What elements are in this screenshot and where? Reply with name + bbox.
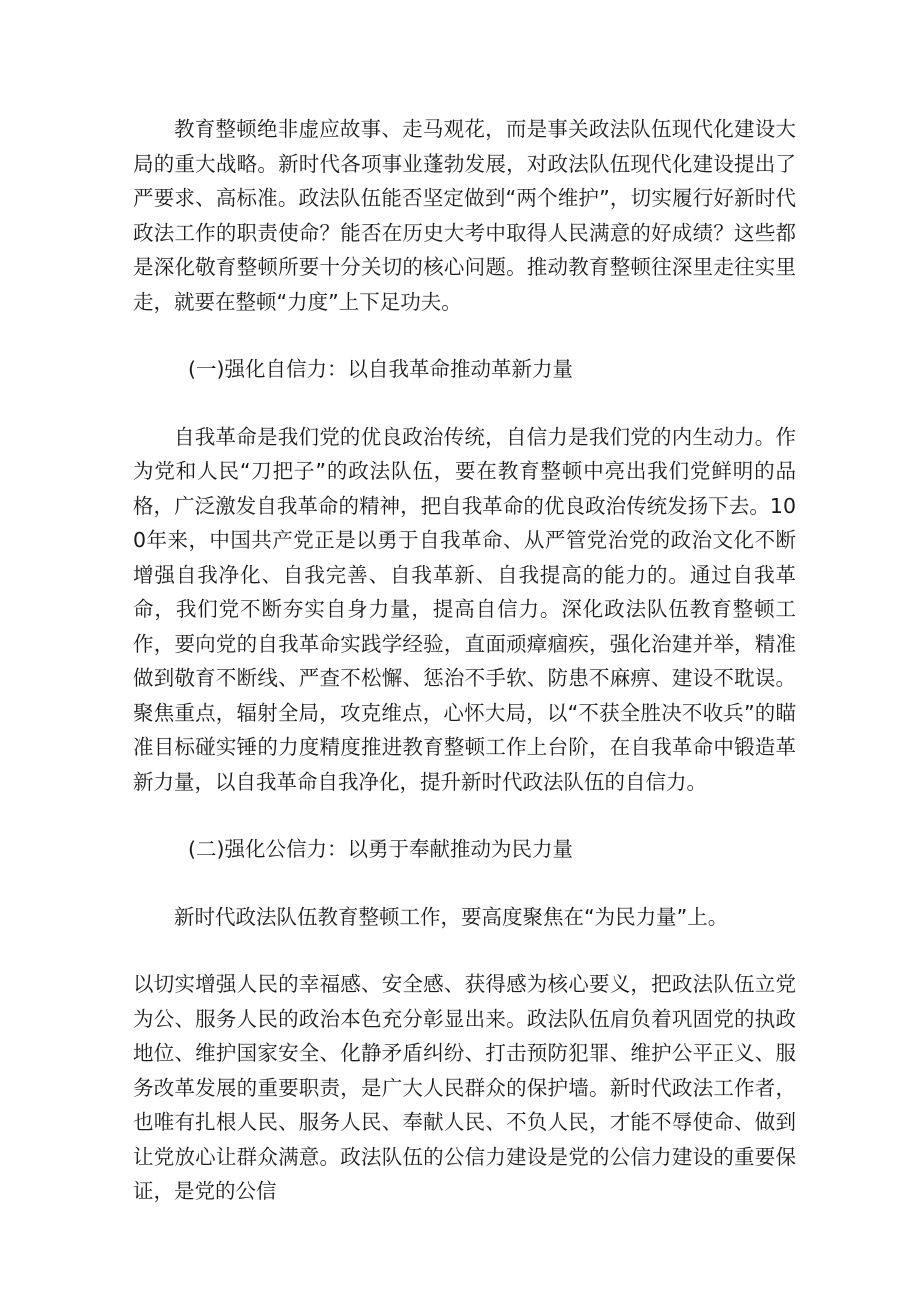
paragraph-self-revolution: 自我革命是我们党的优良政治传统，自信力是我们党的内生动力。作为党和人民“刀把子”的政法队伍，要在教育整顿中亮出我们党鲜明的品格，广泛激发自我革命的精神，把自我革命的优良政治传统发扬下去。100年来，中国共产党正是以勇于自我革命、从严管党治党的政治文化不断增强自我净化、自我完善、自我革新、自我提高的能力的。通过自我革命，我们党不断夯实自身力量，提高自信力。深化政法队伍教育整顿工作，要向党的自我革命实践学经验，直面顽瘴痼疾，强化治建并举，精准做到敬育不断线、严查不松懈、惩治不手软、防患不麻痹、建设不耽误。聚焦重点，辐射全局，攻克维点，心怀大局，以“不获全胜决不收兵”的瞄准目标碰实锤的力度精度推进教育整顿工作上台阶，在自我革命中锻造革新力量，以自我革命自我净化，提升新时代政法队伍的自信力。 [133, 424, 796, 794]
paragraph-intro: 教育整顿绝非虚应故事、走马观花，而是事关政法队伍现代化建设大局的重大战略。新时代各项事业蓬勃发展，对政法队伍现代化建设提出了严要求、高标准。政法队伍能否坚定做到“两个维护”，切实履行好新时代政法工作的职责使命？能否在历史大考中取得人民满意的好成绩？这些都是深化敬育整顿所要十分关切的核心问题。推动教育整顿往深里走往实里走，就要在整顿“力度”上下足功夫。 [133, 117, 796, 314]
paragraph-credibility: 以切实增强人民的幸福感、安全感、获得感为核心要义，把政法队伍立党为公、服务人民的政治本色充分彰显出来。政法队伍肩负着巩固党的执政地位、维护国家安全、化静矛盾纠纷、打击预防犯罪、维护公平正义、服务改革发展的重要职责，是广大人民群众的保护墙。新时代政法工作者，也唯有扎根人民、服务人民、奉献人民、不负人民，才能不辱使命、做到让党放心让群众满意。政法队伍的公信力建设是党的公信力建设的重要保证，是党的公信 [133, 972, 796, 1203]
section-heading-2: (二)强化公信力：以勇于奉献推动为民力量 [188, 837, 573, 861]
paragraph-people-power: 新时代政法队伍教育整顿工作，要高度聚焦在“为民力量”上。 [174, 904, 729, 929]
section-heading-1: (一)强化自信力：以自我革命推动革新力量 [188, 357, 573, 381]
document-body [133, 112, 796, 1209]
